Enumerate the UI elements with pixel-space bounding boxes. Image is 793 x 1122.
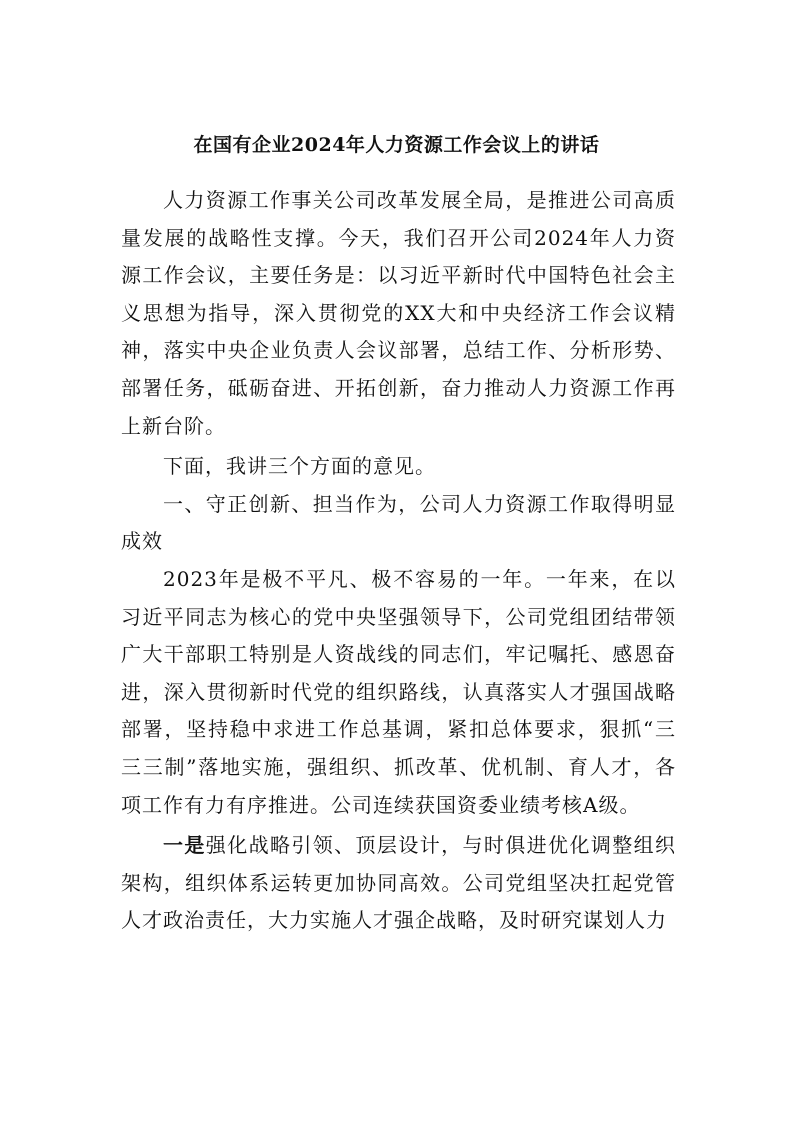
- paragraph-text: 人力资源工作事关公司改革发展全局，是推进公司高质量发展的战略性支撑。今天，我们召开公司2024年人力资源工作会议，主要任务是：以习近平新时代中国特色社会主义思想为指导，深入贯彻党的XX大和中央经济工作会议精神，落实中央企业负责人会议部署，总结工作、分析形势、部署任务，砥砺奋进、开拓创新，奋力推动人力资源工作再上新台阶。: [121, 188, 676, 438]
- paragraph-text: 2023年是极不平凡、极不容易的一年。一年来，在以习近平同志为核心的党中央坚强领导下，公司党组团结带领广大干部职工特别是人资战线的同志们，牢记嘱托、感恩奋进，深入贯彻新时代党的组织路线，认真落实人才强国战略部署，坚持稳中求进工作总基调，紧扣总体要求，狠抓“三三三制”落地实施，强组织、抓改革、优机制、育人才，各项工作有力有序推进。公司连续获国资委业绩考核A级。: [121, 566, 676, 817]
- paragraph-text: 下面，我讲三个方面的意见。: [163, 454, 436, 479]
- paragraph-2023-review: [121, 561, 676, 824]
- section-heading-text: 一、守正创新、担当作为，公司人力资源工作取得明显成效: [121, 491, 676, 554]
- paragraph-point-one: [121, 827, 676, 940]
- section-heading-1: [121, 486, 676, 561]
- document-body: [121, 182, 676, 940]
- paragraph-text: 强化战略引领、顶层设计，与时俱进优化调整组织架构，组织体系运转更加协同高效。公司党组坚决扛起党管人才政治责任，大力实施人才强企战略，及时研究谋划人力: [121, 833, 677, 933]
- paragraph-lead: 一是: [163, 833, 206, 858]
- paragraph-outline: [121, 448, 676, 486]
- document-title: 在国有企业2024年人力资源工作会议上的讲话: [193, 134, 600, 156]
- paragraph-intro: [121, 182, 676, 445]
